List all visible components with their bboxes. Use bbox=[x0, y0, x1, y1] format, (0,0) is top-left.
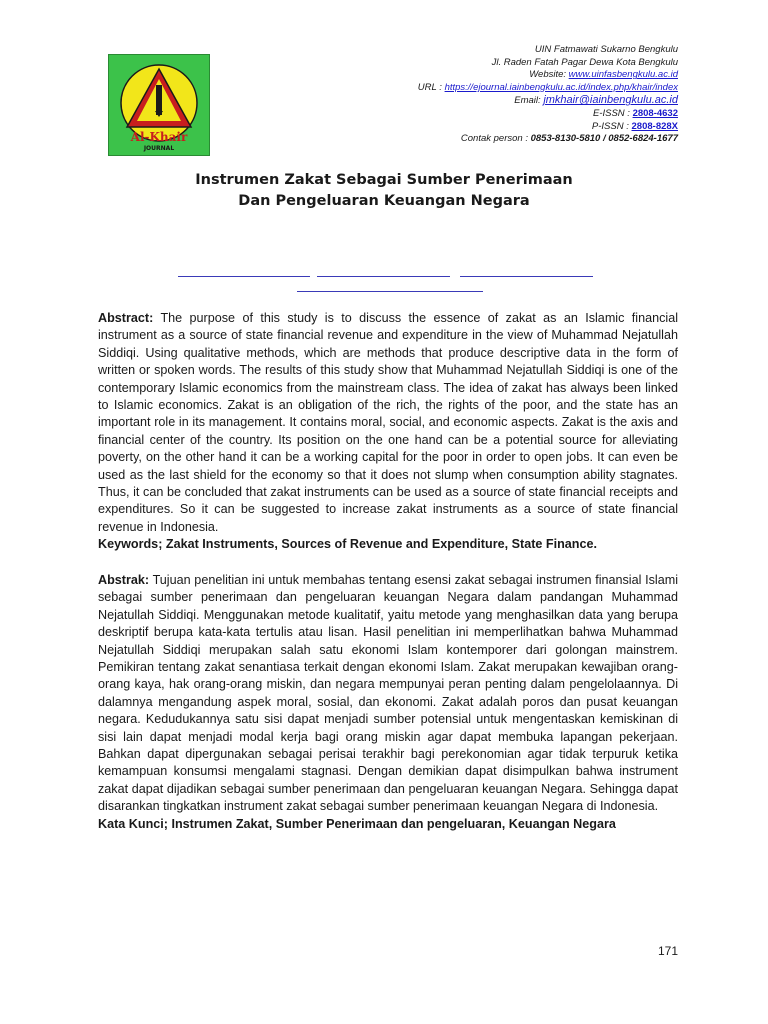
abstract-indonesian bbox=[98, 572, 678, 833]
contact-value: 0853-8130-5810 / 0852-6824-1677 bbox=[530, 133, 678, 145]
contact-label: Contak person : bbox=[460, 133, 531, 145]
author-link-1[interactable] bbox=[178, 276, 310, 277]
author-link-4[interactable] bbox=[297, 291, 483, 292]
abstract-paragraph bbox=[98, 310, 678, 536]
abstrak-label: Abstrak: bbox=[98, 573, 150, 587]
journal-logo bbox=[108, 54, 210, 156]
abstrak-paragraph bbox=[98, 572, 678, 816]
abstract-body: The purpose of this study is to discuss the essence of zakat as an Islamic financial instrument as a source of state financial revenue and expenditure in the view of Muhammad Nejatullah Siddiqi. Using qualitative methods, which are methods that produce descriptive data in the form of written or spoken words. The results of this study show that Muhammad Nejatullah Siddiqi is one of the contemporary Islamic economics from the mainstream class. The idea of zakat has always been linked to Islamic economics. Zakat is an obligation of the rich, the rights of the poor, and the state has an important role in its management. It contains moral, social, and economic aspects. Zakat is the axis and financial center of the country. Its position on the one hand can be a potential source for alleviating poverty, on the other hand it can be a working capital for the poor in order to open jobs. It can even be used as the last shield for the economy so that it does not slump when consumption ability stagnates. Thus, it can be concluded that zakat instruments can be used as a source of state financial receipts and expenditures. So it can be suggested to increase zakat instruments as a source of state financial revenue in Indonesia. bbox=[98, 311, 678, 534]
logo-title: Al-Khair bbox=[130, 130, 188, 144]
keywords-english: Keywords; Zakat Instruments, Sources of Revenue and Expenditure, State Finance. bbox=[98, 537, 597, 552]
email-link[interactable]: jmkhair@iainbengkulu.ac.id bbox=[543, 94, 678, 107]
author-link-2[interactable] bbox=[317, 276, 450, 277]
email-line bbox=[418, 94, 678, 108]
eissn-value[interactable]: 2808-4632 bbox=[632, 107, 678, 119]
pissn-value[interactable]: 2808-828X bbox=[631, 120, 678, 132]
page-number: 171 bbox=[657, 944, 678, 958]
logo-subtitle: JOURNAL bbox=[143, 145, 175, 152]
eissn-line bbox=[418, 108, 678, 121]
eissn-label: E-ISSN : bbox=[592, 107, 633, 119]
institution-name: UIN Fatmawati Sukarno Bengkulu bbox=[534, 44, 678, 55]
url-label: URL : bbox=[417, 81, 445, 93]
pissn-label: P-ISSN : bbox=[591, 120, 632, 132]
contact-line bbox=[418, 133, 678, 146]
abstract-english bbox=[98, 310, 678, 554]
author-link-3[interactable] bbox=[460, 276, 593, 277]
keywords-indonesian: Kata Kunci; Instrumen Zakat, Sumber Penerimaan dan pengeluaran, Keuangan Negara bbox=[98, 816, 616, 831]
email-label: Email: bbox=[514, 95, 544, 107]
pissn-line bbox=[418, 121, 678, 134]
website-label: Website: bbox=[529, 69, 569, 81]
website-link[interactable]: www.uinfasbengkulu.ac.id bbox=[568, 69, 678, 81]
title-line-2: Dan Pengeluaran Keuangan Negara bbox=[238, 193, 530, 209]
journal-header-info bbox=[418, 44, 678, 146]
website-line bbox=[418, 69, 678, 82]
journal-url-link[interactable]: https://ejournal.iainbengkulu.ac.id/index.php/khair/index bbox=[444, 81, 678, 93]
al-khair-emblem-icon bbox=[109, 55, 209, 155]
title-line-1: Instrumen Zakat Sebagai Sumber Penerimaan bbox=[195, 172, 573, 188]
institution-address: Jl. Raden Fatah Pagar Dewa Kota Bengkulu bbox=[491, 56, 678, 68]
paper-title bbox=[0, 170, 768, 212]
abstrak-body: Tujuan penelitian ini untuk membahas tentang esensi zakat sebagai instrumen finansial Islami sebagai sumber penerimaan dan pengeluaran keuangan Negara dalam pandangan Muhammad Nejatullah Siddiqi. Menggunakan metode kualitatif, yaitu metode yang menghasilkan data yang berupa deskriptif berupa kata-kata tertulis atau lisan. Hasil penelitian ini memperlihatkan bahwa Muhammad Nejatullah Siddiqi merupakan salah satu ekonomi Islam kontemporer dari golongan mainstrem. Pemikiran tentang zakat senantiasa terkait dengan ekonomi Islam. Zakat merupakan kewajiban orang-orang kaya, hak orang-orang miskin, dan negara mempunyai peran penting dalam pengelolaannya. Di dalamnya mengandung aspek moral, sosial, dan ekonomi. Zakat adalah poros dan pusat keuangan negara. Kedudukannya satu sisi dapat menjadi sumber potensial untuk mengentaskan kemiskinan di sisi lain dapat menjadi modal kerja bagi orang miskin agar dapat membuka lapangan pekerjaan. Bahkan dapat dipergunakan sebagai perisai terakhir bagi perekonomian agar tidak terpuruk ketika kemampuan konsumsi mengalami stagnasi. Dengan demikian dapat disimpulkan bahwa instrument zakat dapat dijadikan sebagai sumber penerimaan dan pengeluaran keuangan Negara. Sehingga dapat disarankan tingkatkan instrument zakat sebagai sumber penerimaan keuangan Negara di Indonesia. bbox=[98, 573, 678, 814]
url-line bbox=[418, 82, 678, 95]
abstract-label: Abstract: bbox=[98, 311, 154, 325]
